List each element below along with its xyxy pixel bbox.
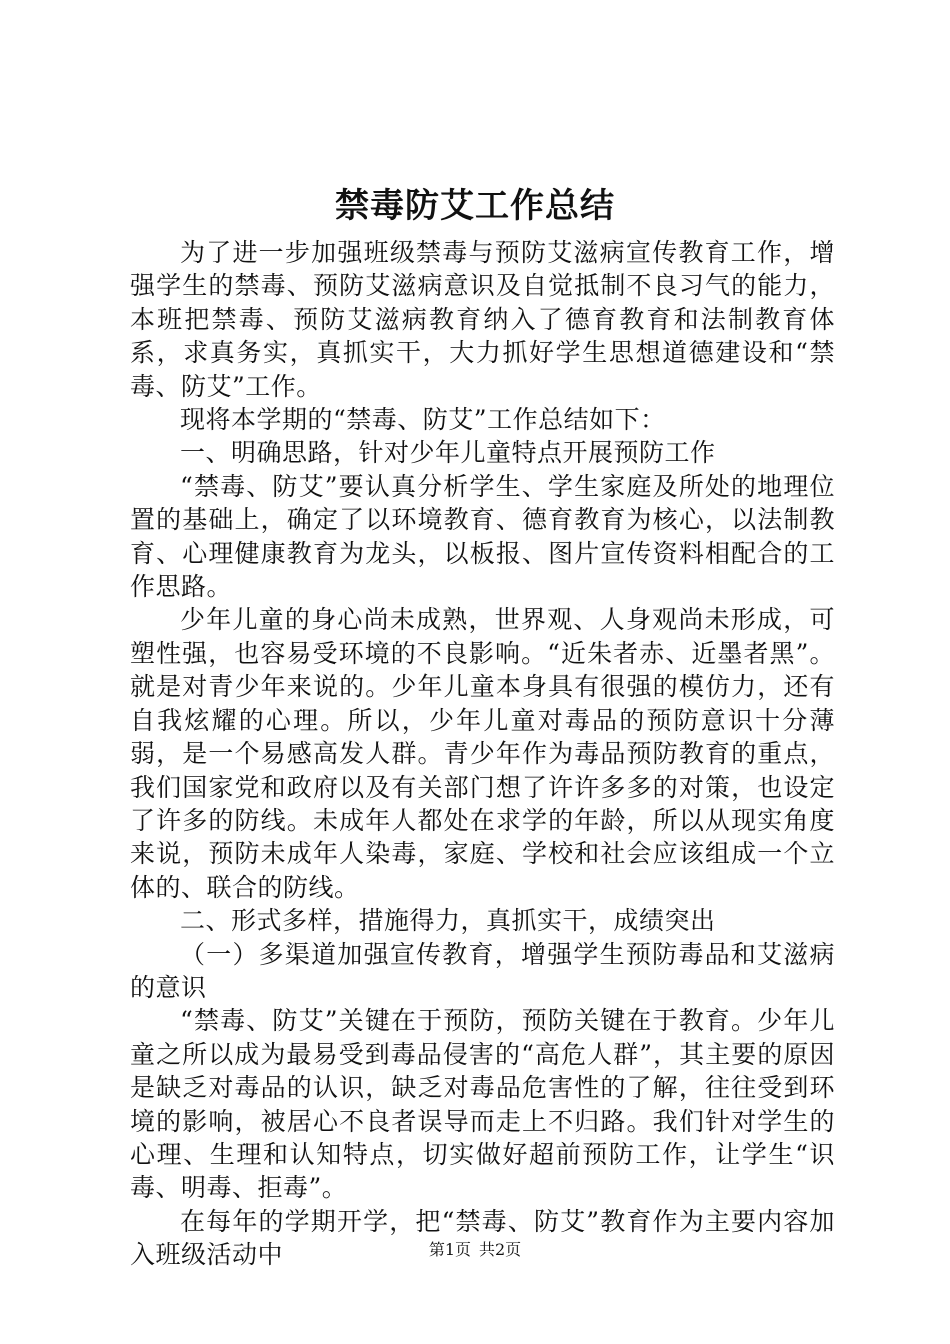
document-body	[130, 236, 835, 1272]
page-total: 共2页	[479, 1240, 522, 1259]
subsection-heading-1: （一）多渠道加强宣传教育，增强学生预防毒品和艾滋病的意识	[130, 939, 835, 1002]
paragraph-youth-characteristics: 少年儿童的身心尚未成熟，世界观、人身观尚未形成，可塑性强，也容易受环境的不良影响。“近朱者赤、近墨者黑”。就是对青少年来说的。少年儿童本身具有很强的模仿力，还有自我炫耀的心理。所以，少年儿童对毒品的预防意识十分薄弱，是一个易感高发人群。青少年作为毒品预防教育的重点，我们国家党和政府以及有关部门想了许许多多的对策，也设定了许多的防线。未成年人都处在求学的年龄，所以从现实角度来说，预防未成年人染毒，家庭、学校和社会应该组成一个立体的、联合的防线。	[130, 605, 835, 902]
page-number: 第1页	[428, 1240, 471, 1259]
paragraph-summary-lead: 现将本学期的“禁毒、防艾”工作总结如下：	[180, 405, 666, 435]
paragraph-semester-activities: 在每年的学期开学，把“禁毒、防艾”教育作为主要内容加入班级活动中	[130, 1206, 835, 1270]
document-title: 禁毒防艾工作总结	[335, 186, 615, 226]
paragraph-approach: “禁毒、防艾”要认真分析学生、学生家庭及所处的地理位置的基础上，确定了以环境教育、德育教育为核心，以法制教育、心理健康教育为龙头，以板报、图片宣传资料相配合的工作思路。	[130, 471, 835, 602]
section-heading-2: 二、形式多样，措施得力，真抓实干，成绩突出	[180, 906, 716, 936]
section-heading-1: 一、明确思路，针对少年儿童特点开展预防工作	[180, 438, 716, 468]
page-footer	[0, 1240, 950, 1260]
paragraph-intro: 为了进一步加强班级禁毒与预防艾滋病宣传教育工作，增强学生的禁毒、预防艾滋病意识及自觉抵制不良习气的能力，本班把禁毒、预防艾滋病教育纳入了德育教育和法制教育体系，求真务实，真抓实干，大力抓好学生思想道德建设和“禁毒、防艾”工作。	[130, 238, 835, 401]
paragraph-prevention-education: “禁毒、防艾”关键在于预防，预防关键在于教育。少年儿童之所以成为最易受到毒品侵害的“高危人群”，其主要的原因是缺乏对毒品的认识，缺乏对毒品危害性的了解，往往受到环境的影响，被居心不良者误导而走上不归路。我们针对学生的心理、生理和认知特点，切实做好超前预防工作，让学生“识毒、明毒、拒毒”。	[130, 1006, 835, 1203]
